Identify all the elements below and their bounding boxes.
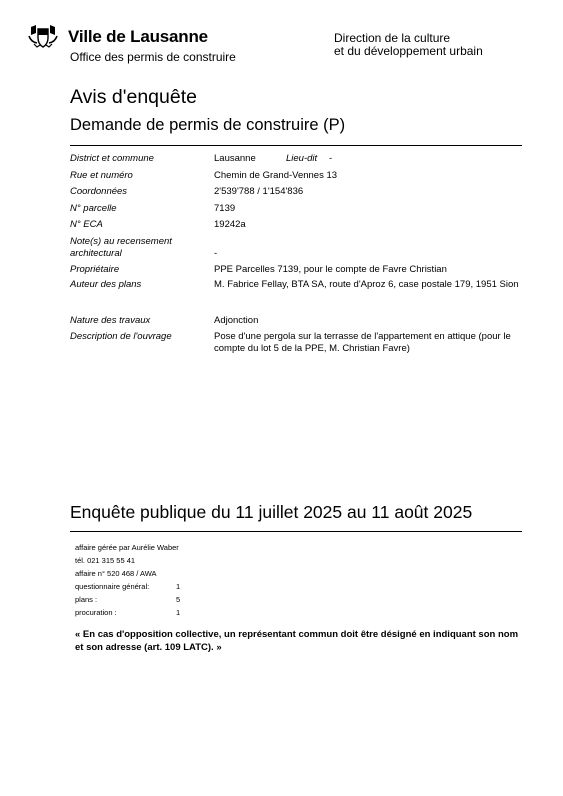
detail-row-owner — [70, 264, 522, 279]
detail-value: - — [214, 248, 218, 259]
detail-row-coordinates — [70, 186, 522, 203]
detail-label: N° ECA — [70, 219, 103, 230]
title-divider — [70, 145, 522, 146]
phone-number: tél. 021 315 55 41 — [75, 556, 136, 565]
managed-by: affaire gérée par Aurélie Waber — [75, 543, 179, 552]
detail-value: Pose d'une pergola sur la terrasse de l'appartement en attique (pour le compte du lot 5 de la PPE, M. Christian Favre) — [214, 331, 511, 354]
detail-value: 19242a — [214, 219, 246, 230]
count-label: procuration : — [75, 608, 117, 617]
department-name — [334, 32, 483, 58]
detail-label: Nature des travaux — [70, 315, 151, 326]
count-row — [75, 608, 180, 621]
detail-value: Chemin de Grand-Vennes 13 — [214, 170, 338, 181]
detail-row-eca — [70, 219, 522, 236]
detail-row-works — [70, 315, 522, 331]
inquiry-period: Enquête publique du 11 juillet 2025 au 11 août 2025 — [70, 502, 473, 522]
details-table — [70, 153, 522, 357]
detail-value: M. Fabrice Fellay, BTA SA, route d'Aproz 6, case postale 179, 1951 Sion — [214, 279, 519, 290]
count-row — [75, 595, 180, 608]
detail-label: District et commune — [70, 153, 154, 164]
detail-label: Propriétaire — [70, 264, 120, 275]
detail-row-parcel — [70, 203, 522, 219]
detail-row-district — [70, 153, 522, 170]
detail-value: 7139 — [214, 203, 236, 214]
case-info — [75, 543, 180, 621]
department-line-1: Direction de la culture — [334, 31, 451, 45]
detail-label: Rue et numéro — [70, 170, 133, 181]
lieu-dit-value: - — [329, 153, 333, 164]
count-value: 5 — [176, 595, 181, 604]
detail-row-street — [70, 170, 522, 186]
detail-row-notes — [70, 236, 522, 264]
request-type: Demande de permis de construire (P) — [70, 116, 346, 134]
office-name: Office des permis de construire — [70, 50, 236, 64]
detail-label: Note(s) au recensement architectural — [70, 236, 172, 259]
detail-value: Lausanne — [214, 153, 256, 164]
detail-value: 2'539'788 / 1'154'836 — [214, 186, 304, 197]
detail-label: Coordonnées — [70, 186, 128, 197]
count-value: 1 — [176, 608, 181, 617]
detail-value: PPE Parcelles 7139, pour le compte de Favre Christian — [214, 264, 447, 275]
count-row — [75, 582, 180, 595]
detail-row-description — [70, 331, 522, 357]
detail-row-author — [70, 279, 522, 315]
notice-title: Avis d'enquête — [70, 86, 197, 108]
department-line-2: et du développement urbain — [334, 44, 483, 58]
count-label: plans : — [75, 595, 98, 604]
detail-value: Adjonction — [214, 315, 259, 326]
lausanne-coat-of-arms-icon — [27, 24, 59, 48]
count-value: 1 — [176, 582, 181, 591]
case-number: affaire n° 520 468 / AWA — [75, 569, 157, 578]
inquiry-divider — [70, 531, 522, 532]
collective-opposition-notice: « En cas d'opposition collective, un représentant commun doit être désigné en indiquant son nom et son adresse (art. 109 LATC). » — [75, 629, 519, 653]
detail-label: Auteur des plans — [70, 279, 142, 290]
city-name: Ville de Lausanne — [68, 27, 208, 46]
count-label: questionnaire général: — [75, 582, 150, 591]
lieu-dit-label: Lieu-dit — [286, 153, 318, 164]
detail-label: N° parcelle — [70, 203, 117, 214]
detail-label: Description de l'ouvrage — [70, 331, 172, 342]
